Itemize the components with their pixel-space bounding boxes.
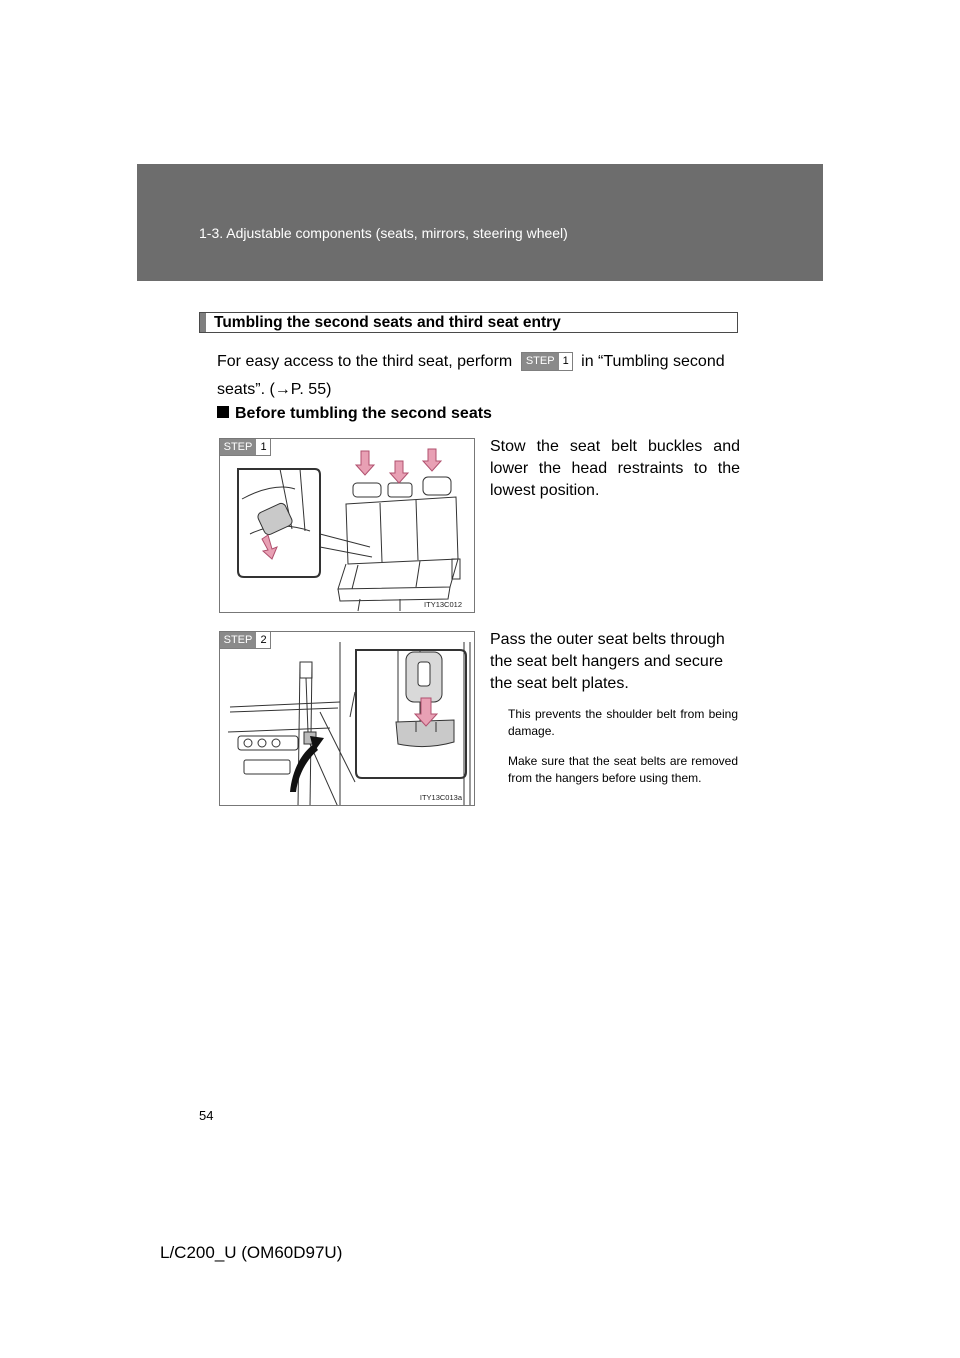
footer-model-code: L/C200_U (OM60D97U) <box>160 1243 343 1262</box>
seat-illustration <box>220 439 475 613</box>
figure-step-2 <box>219 631 475 806</box>
intro-text-before: For easy access to the third seat, perform <box>217 353 513 370</box>
step-badge-label: STEP <box>522 353 559 370</box>
subheading-text: Before tumbling the second seats <box>235 405 492 422</box>
step-1-text: Stow the seat belt buckles and lower the head restraints to the lowest position. <box>490 438 740 499</box>
step-2-note: Make sure that the seat belts are removed from the hangers before using them. <box>508 754 738 785</box>
step-2-text: Pass the outer seat belts through the seat belt hangers and secure the seat belt plates. <box>490 631 725 692</box>
figure-step-label: STEP <box>220 439 256 455</box>
seat-belt-illustration <box>220 632 475 806</box>
figure-step-badge <box>220 632 271 649</box>
step-2-note: This prevents the shoulder belt from being damage. <box>508 707 738 738</box>
section-heading <box>199 312 738 333</box>
figure-step-number: 2 <box>260 634 267 646</box>
square-bullet-icon <box>217 406 229 418</box>
inline-step-badge <box>521 352 573 371</box>
header-band <box>137 164 823 281</box>
step-badge-number: 1 <box>562 355 569 368</box>
page-number: 54 <box>199 1108 214 1123</box>
figure-step-number: 1 <box>260 441 267 453</box>
figure-step-label: STEP <box>220 632 256 648</box>
figure-step-badge <box>220 439 271 456</box>
section-title: Tumbling the second seats and third seat entry <box>214 314 561 331</box>
figure-step-1 <box>219 438 475 613</box>
subheading <box>217 405 492 423</box>
figure-code: ITY13C013a <box>419 793 462 802</box>
intro-text-after: in “Tumbling second seats”. (→P. 55) <box>217 353 725 398</box>
breadcrumb: 1-3. Adjustable components (seats, mirrors, steering wheel) <box>199 225 568 241</box>
intro-paragraph <box>217 348 738 404</box>
figure-code: ITY13C012 <box>424 600 462 609</box>
section-heading-bar <box>200 313 206 332</box>
